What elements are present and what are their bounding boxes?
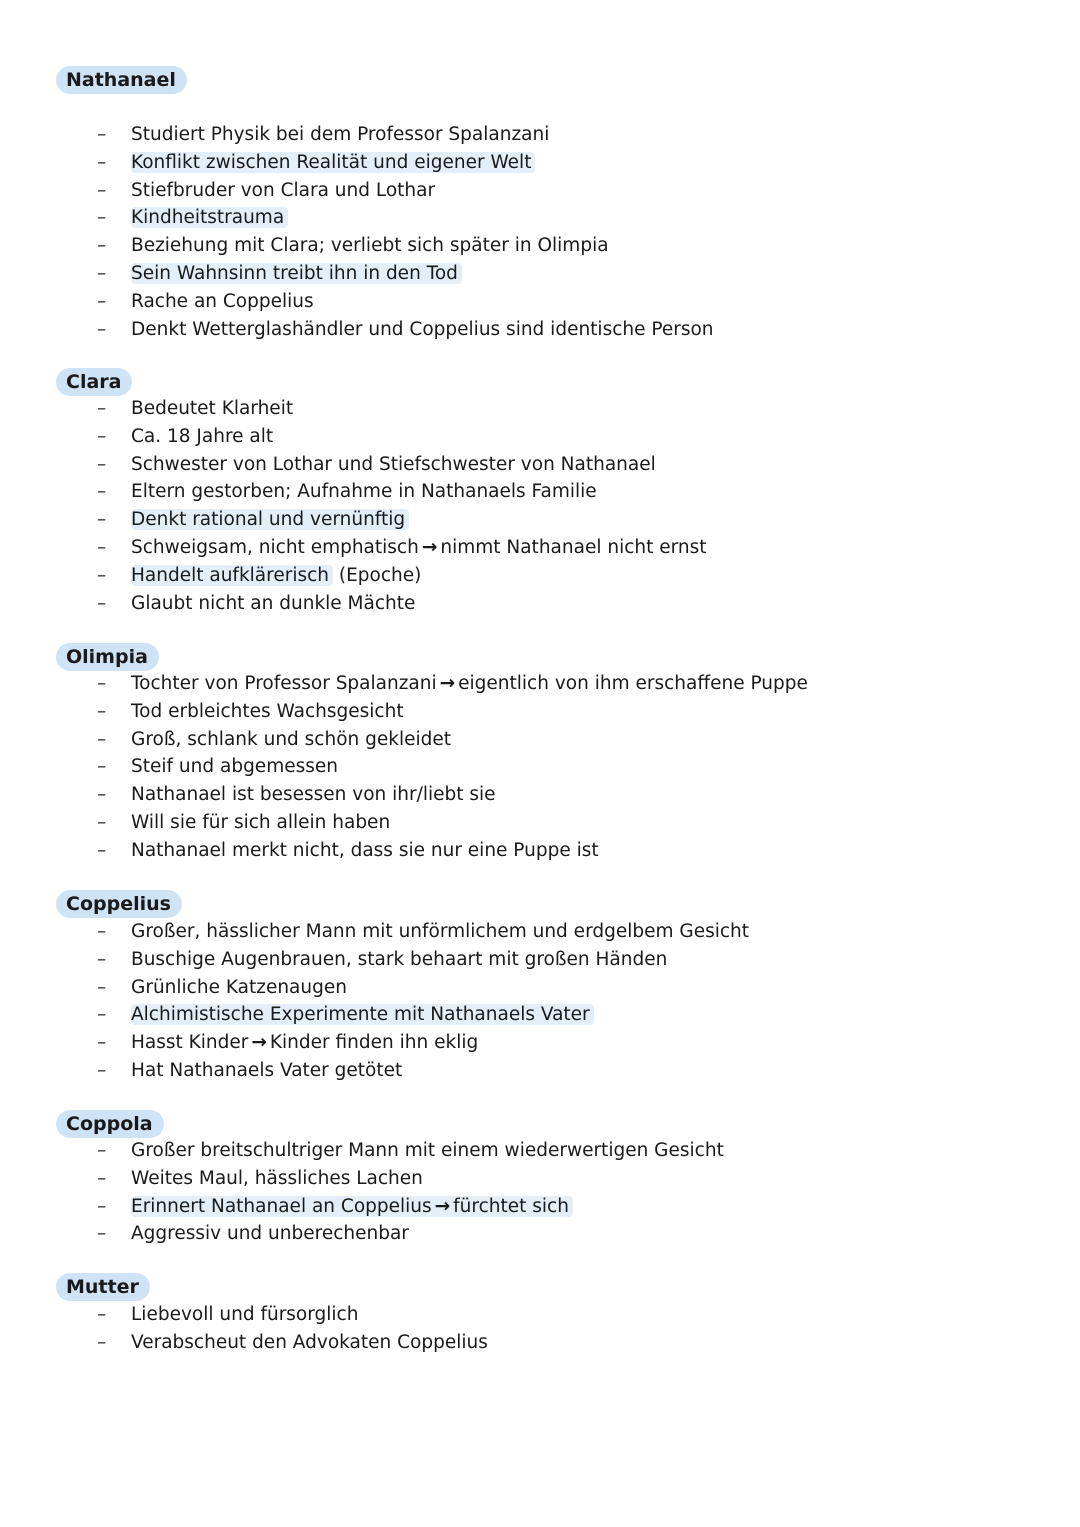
bullet-list bbox=[0, 1137, 1080, 1248]
arrow-right-icon: → bbox=[251, 1032, 267, 1054]
list-item: – Hat Nathanaels Vater getötet bbox=[0, 1057, 1080, 1085]
section-heading: Coppola bbox=[56, 1110, 164, 1138]
item-text: Stiefbruder von Clara und Lothar bbox=[131, 179, 436, 201]
item-text: Grünliche Katzenaugen bbox=[131, 976, 347, 998]
list-item: – Denkt rational und vernünftig bbox=[0, 506, 1080, 534]
section-heading: Clara bbox=[56, 368, 132, 396]
list-item: – Ca. 18 Jahre alt bbox=[0, 423, 1080, 451]
list-item: – Liebevoll und fürsorglich bbox=[0, 1301, 1080, 1329]
item-text: Erinnert Nathanael an Coppelius bbox=[131, 1195, 432, 1217]
list-item: – Groß, schlank und schön gekleidet bbox=[0, 726, 1080, 754]
list-item: – Erinnert Nathanael an Coppelius → fürchtet sich bbox=[0, 1193, 1080, 1221]
item-text: Nathanael ist besessen von ihr/liebt sie bbox=[131, 784, 496, 806]
list-item: – Aggressiv und unberechenbar bbox=[0, 1220, 1080, 1248]
list-item: – Nathanael merkt nicht, dass sie nur eine Puppe ist bbox=[0, 837, 1080, 865]
section-heading: Olimpia bbox=[56, 643, 159, 671]
bullet-list bbox=[0, 918, 1080, 1085]
item-text: Ca. 18 Jahre alt bbox=[131, 425, 274, 447]
item-text-after: Kinder finden ihn eklig bbox=[269, 1032, 479, 1054]
item-text: Buschige Augenbrauen, stark behaart mit großen Händen bbox=[131, 948, 668, 970]
item-text: Studiert Physik bei dem Professor Spalanzani bbox=[131, 124, 550, 145]
bullet-list bbox=[0, 1301, 1080, 1357]
list-item: – Rache an Coppelius bbox=[0, 288, 1080, 316]
item-text: Tod erbleichtes Wachsgesicht bbox=[131, 700, 404, 722]
list-item: – Kindheitstrauma bbox=[0, 204, 1080, 232]
list-item: – Glaubt nicht an dunkle Mächte bbox=[0, 590, 1080, 618]
item-text: Liebevoll und fürsorglich bbox=[131, 1304, 359, 1325]
item-text: Denkt Wetterglashändler und Coppelius sind identische Person bbox=[131, 318, 714, 340]
list-item: – Konflikt zwischen Realität und eigener Welt bbox=[0, 149, 1080, 177]
item-text: Beziehung mit Clara; verliebt sich später in Olimpia bbox=[131, 235, 609, 257]
highlighted-text: Sein Wahnsinn treibt ihn in den Tod bbox=[131, 263, 462, 284]
item-text-after: (Epoche) bbox=[338, 564, 422, 586]
list-item: – Denkt Wetterglashändler und Coppelius sind identische Person bbox=[0, 316, 1080, 344]
highlighted-text: Kindheitstrauma bbox=[131, 207, 288, 228]
item-text: Schwester von Lothar und Stiefschwester von Nathanael bbox=[131, 453, 656, 475]
item-text: Schweigsam, nicht emphatisch bbox=[131, 536, 419, 558]
list-item: – Großer, hässlicher Mann mit unförmlichem und erdgelbem Gesicht bbox=[0, 918, 1080, 946]
item-text-after: eigentlich von ihm erschaffene Puppe bbox=[458, 673, 808, 694]
section-heading: Coppelius bbox=[56, 890, 182, 918]
list-item: – Bedeutet Klarheit bbox=[0, 395, 1080, 423]
item-text: Will sie für sich allein haben bbox=[131, 811, 391, 833]
item-text: Glaubt nicht an dunkle Mächte bbox=[131, 592, 416, 614]
bullet-list bbox=[0, 121, 1080, 343]
list-item: – Tod erbleichtes Wachsgesicht bbox=[0, 698, 1080, 726]
item-text: Hasst Kinder bbox=[131, 1032, 249, 1054]
list-item: – Grünliche Katzenaugen bbox=[0, 974, 1080, 1002]
bullet-list bbox=[0, 395, 1080, 617]
bullet-list bbox=[0, 670, 1080, 865]
highlighted-text: Denkt rational und vernünftig bbox=[131, 509, 409, 530]
list-item: – Studiert Physik bei dem Professor Spalanzani bbox=[0, 121, 1080, 149]
list-item: – Handelt aufklärerisch (Epoche) bbox=[97, 564, 422, 586]
list-item: – Sein Wahnsinn treibt ihn in den Tod bbox=[0, 260, 1080, 288]
highlighted-text: Handelt aufklärerisch bbox=[131, 565, 333, 586]
item-text: Tochter von Professor Spalanzani bbox=[131, 673, 437, 694]
list-item: – Hasst Kinder → Kinder finden ihn eklig bbox=[97, 1032, 479, 1054]
item-text: Bedeutet Klarheit bbox=[131, 398, 294, 419]
item-text: Groß, schlank und schön gekleidet bbox=[131, 728, 452, 750]
item-text: Aggressiv und unberechenbar bbox=[131, 1223, 409, 1245]
item-text-after: fürchtet sich bbox=[453, 1195, 569, 1217]
list-item: – Stiefbruder von Clara und Lothar bbox=[0, 177, 1080, 205]
item-text: Rache an Coppelius bbox=[131, 290, 314, 312]
item-text: Steif und abgemessen bbox=[131, 756, 338, 778]
list-item: – Verabscheut den Advokaten Coppelius bbox=[0, 1329, 1080, 1357]
list-item: – Schwester von Lothar und Stiefschwester von Nathanael bbox=[0, 451, 1080, 479]
item-text: Eltern gestorben; Aufnahme in Nathanaels Familie bbox=[131, 481, 597, 503]
list-item: – Will sie für sich allein haben bbox=[0, 809, 1080, 837]
section-heading: Mutter bbox=[56, 1273, 150, 1301]
list-item: – Schweigsam, nicht emphatisch → nimmt Nathanael nicht ernst bbox=[97, 536, 707, 558]
list-item: – Weites Maul, hässliches Lachen bbox=[0, 1165, 1080, 1193]
list-item: – Steif und abgemessen bbox=[0, 753, 1080, 781]
list-item: – Tochter von Professor Spalanzani → eigentlich von ihm erschaffene Puppe bbox=[97, 673, 808, 694]
item-text: Großer, hässlicher Mann mit unförmlichem und erdgelbem Gesicht bbox=[131, 921, 750, 942]
arrow-right-icon: → bbox=[434, 1195, 451, 1217]
item-text: Nathanael merkt nicht, dass sie nur eine Puppe ist bbox=[131, 839, 599, 861]
highlighted-text: Alchimistische Experimente mit Nathanaels Vater bbox=[131, 1004, 594, 1025]
list-item: – Alchimistische Experimente mit Nathanaels Vater bbox=[0, 1001, 1080, 1029]
highlighted-text bbox=[131, 1196, 573, 1217]
item-text: Weites Maul, hässliches Lachen bbox=[131, 1167, 423, 1189]
list-item: – Beziehung mit Clara; verliebt sich später in Olimpia bbox=[0, 232, 1080, 260]
section-heading: Nathanael bbox=[56, 66, 187, 94]
arrow-right-icon: → bbox=[439, 673, 456, 694]
list-item: – Nathanael ist besessen von ihr/liebt sie bbox=[0, 781, 1080, 809]
list-item: – Großer breitschultriger Mann mit einem wiederwertigen Gesicht bbox=[0, 1137, 1080, 1165]
list-item: – Eltern gestorben; Aufnahme in Nathanaels Familie bbox=[0, 478, 1080, 506]
list-item: – Buschige Augenbrauen, stark behaart mit großen Händen bbox=[0, 946, 1080, 974]
item-text-after: nimmt Nathanael nicht ernst bbox=[440, 536, 707, 558]
highlighted-text: Konflikt zwischen Realität und eigener Welt bbox=[131, 152, 535, 173]
item-text: Großer breitschultriger Mann mit einem wiederwertigen Gesicht bbox=[131, 1140, 724, 1161]
item-text: Verabscheut den Advokaten Coppelius bbox=[131, 1331, 488, 1353]
item-text: Hat Nathanaels Vater getötet bbox=[131, 1059, 403, 1081]
arrow-right-icon: → bbox=[421, 536, 438, 558]
